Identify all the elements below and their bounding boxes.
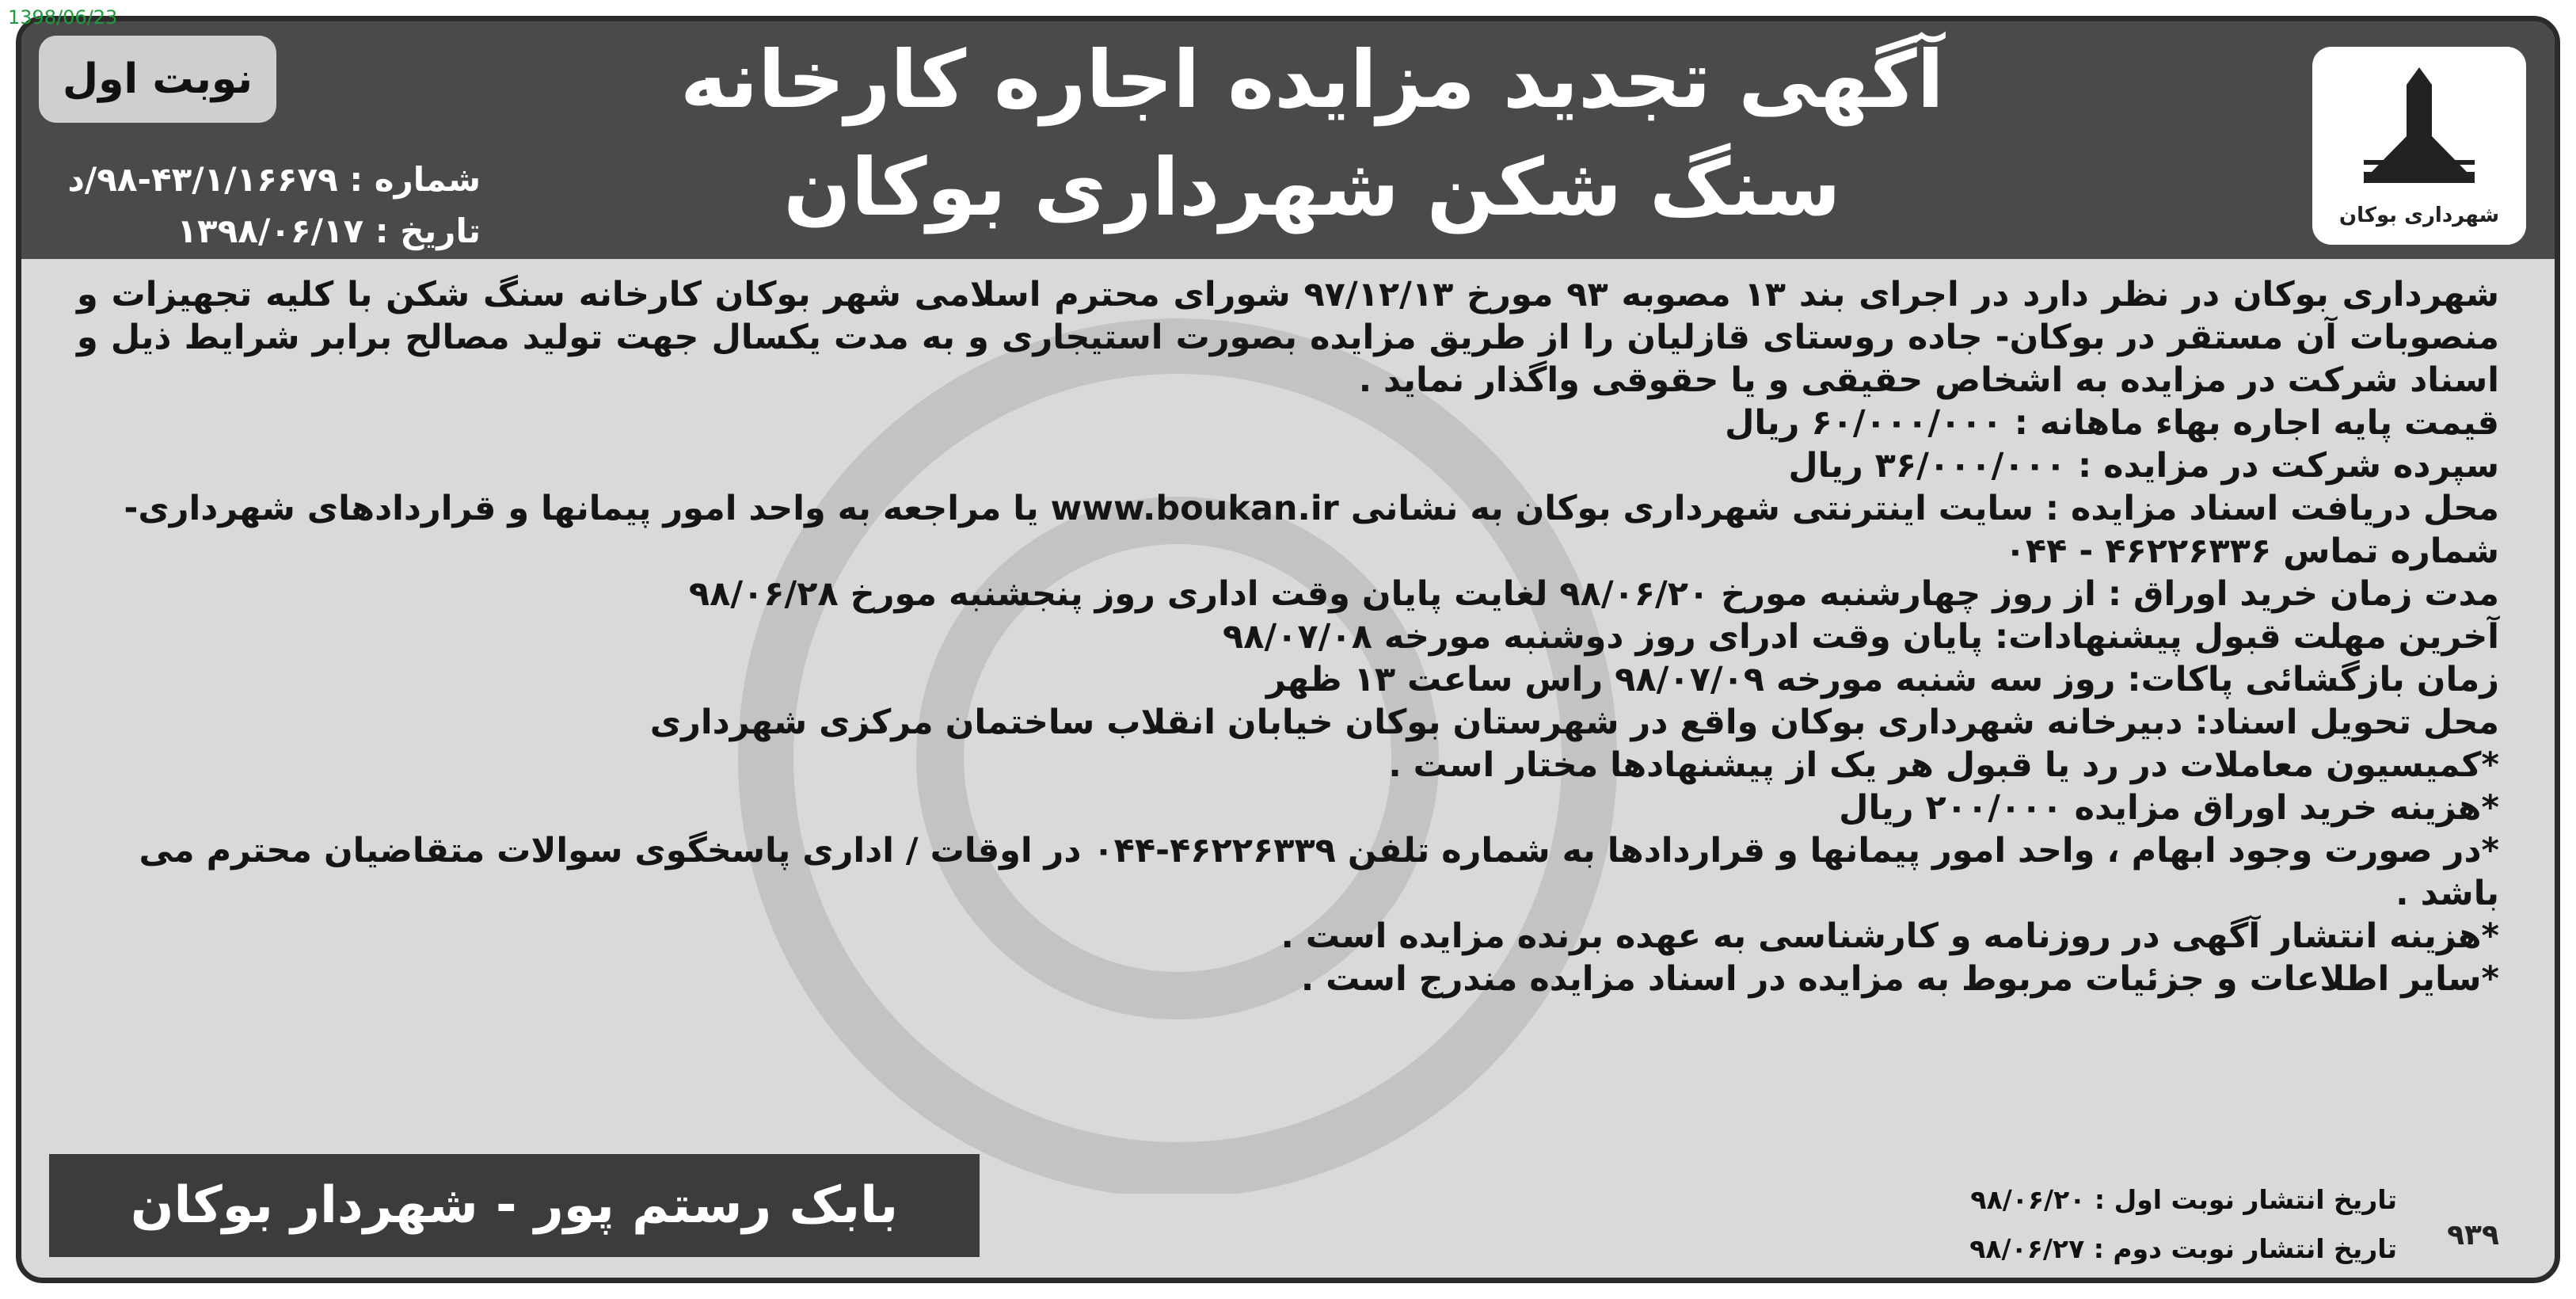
intro-paragraph: شهرداری بوکان در نظر دارد در اجرای بند ۱۳ مصوبه ۹۳ مورخ ۹۷/۱۲/۱۳ شورای محترم اسلامی شهر بوکان کارخانه سنگ شکن با کلیه تجهیزات و منصوبات آن مستقر در بوکان- جاده روستای قازلیان را از طریق مزایده بصورت استیجاری و به مدت یکسال جهت تولید مصالح برابر شرایط ذیل و اسناد شرکت در مزایده به اشخاص حقیقی و یا حقوقی واگذار نماید .: [77, 275, 2499, 400]
deposit: سپرده شرکت در مزایده : ۳۶/۰۰۰/۰۰۰ ریال: [1788, 446, 2499, 486]
notice-body: [77, 273, 2499, 1000]
publication-date-second: تاریخ انتشار نوبت دوم : ۹۸/۰۶/۲۷: [1969, 1233, 2397, 1264]
base-price: قیمت پایه اجاره بهاء ماهانه : ۶۰/۰۰۰/۰۰۰ ریال: [1725, 403, 2499, 443]
logo-caption: شهرداری بوکان: [2338, 204, 2500, 227]
reference-date: تاریخ : ۱۳۹۸/۰۶/۱۷: [177, 211, 481, 250]
note-ad-cost: *هزینه انتشار آگهی در روزنامه و کارشناسی به عهده برنده مزایده است .: [1280, 916, 2499, 956]
opening-time: زمان بازگشائی پاکات: روز سه شنبه مورخه ۹۸/۰۷/۰۹ راس ساعت ۱۳ ظهر: [1265, 660, 2499, 699]
notice-frame: [16, 16, 2560, 1283]
signature-box: بابک رستم پور - شهردار بوکان: [49, 1154, 980, 1257]
purchase-period: مدت زمان خرید اوراق : از روز چهارشنبه مورخ ۹۸/۰۶/۲۰ لغایت پایان وقت اداری روز پنجشنبه مورخ ۹۸/۰۶/۲۸: [688, 574, 2499, 614]
stamp-date: 1398/06/23: [8, 6, 118, 29]
municipality-tower-logo-icon: [2356, 61, 2483, 196]
ad-code: ۹۳۹: [2447, 1219, 2499, 1251]
note-contact: *در صورت وجود ابهام ، واحد امور پیمانها و قراردادها به شماره تلفن ۴۶۲۲۶۳۳۹-۰۴۴ در اوقات / اداری پاسخگوی سوالات متقاضیان محترم می باشد .: [139, 831, 2499, 913]
docs-location: محل دریافت اسناد مزایده : سایت اینترنتی شهرداری بوکان به نشانی www.boukan.ir یا مراجعه به واحد امور پیمانها و قراردادهای شهرداری- شماره تماس ۴۶۲۲۶۳۳۶ - ۰۴۴: [124, 489, 2499, 571]
publication-date-first: تاریخ انتشار نوبت اول : ۹۸/۰۶/۲۰: [1970, 1184, 2397, 1215]
header-band: [21, 21, 2555, 259]
headline-line-1: آگهی تجدید مزایده اجاره کارخانه: [680, 33, 1944, 126]
note-commission: *کمیسیون معاملات در رد یا قبول هر یک از پیشنهادها مختار است .: [1388, 745, 2499, 785]
deadline: آخرین مهلت قبول پیشنهادات: پایان وقت ادرای روز دوشنبه مورخه ۹۸/۰۷/۰۸: [1222, 617, 2499, 657]
headline-line-2: سنگ شکن شهرداری بوکان: [783, 141, 1841, 234]
delivery-location: محل تحویل اسناد: دبیرخانه شهرداری بوکان واقع در شهرستان بوکان خیابان انقلاب ساختمان مرکزی شهرداری: [649, 703, 2499, 742]
note-other-info: *سایر اطلاعات و جزئیات مربوط به مزایده در اسناد مزایده مندرج است .: [1300, 959, 2499, 999]
municipality-logo: [2312, 47, 2526, 245]
reference-number: شماره : ۴۳/۱/۱۶۶۷۹-۹۸/د: [67, 160, 481, 199]
note-document-fee: *هزینه خرید اوراق مزایده ۲۰۰/۰۰۰ ریال: [1839, 788, 2499, 828]
round-badge: نوبت اول: [39, 36, 276, 123]
